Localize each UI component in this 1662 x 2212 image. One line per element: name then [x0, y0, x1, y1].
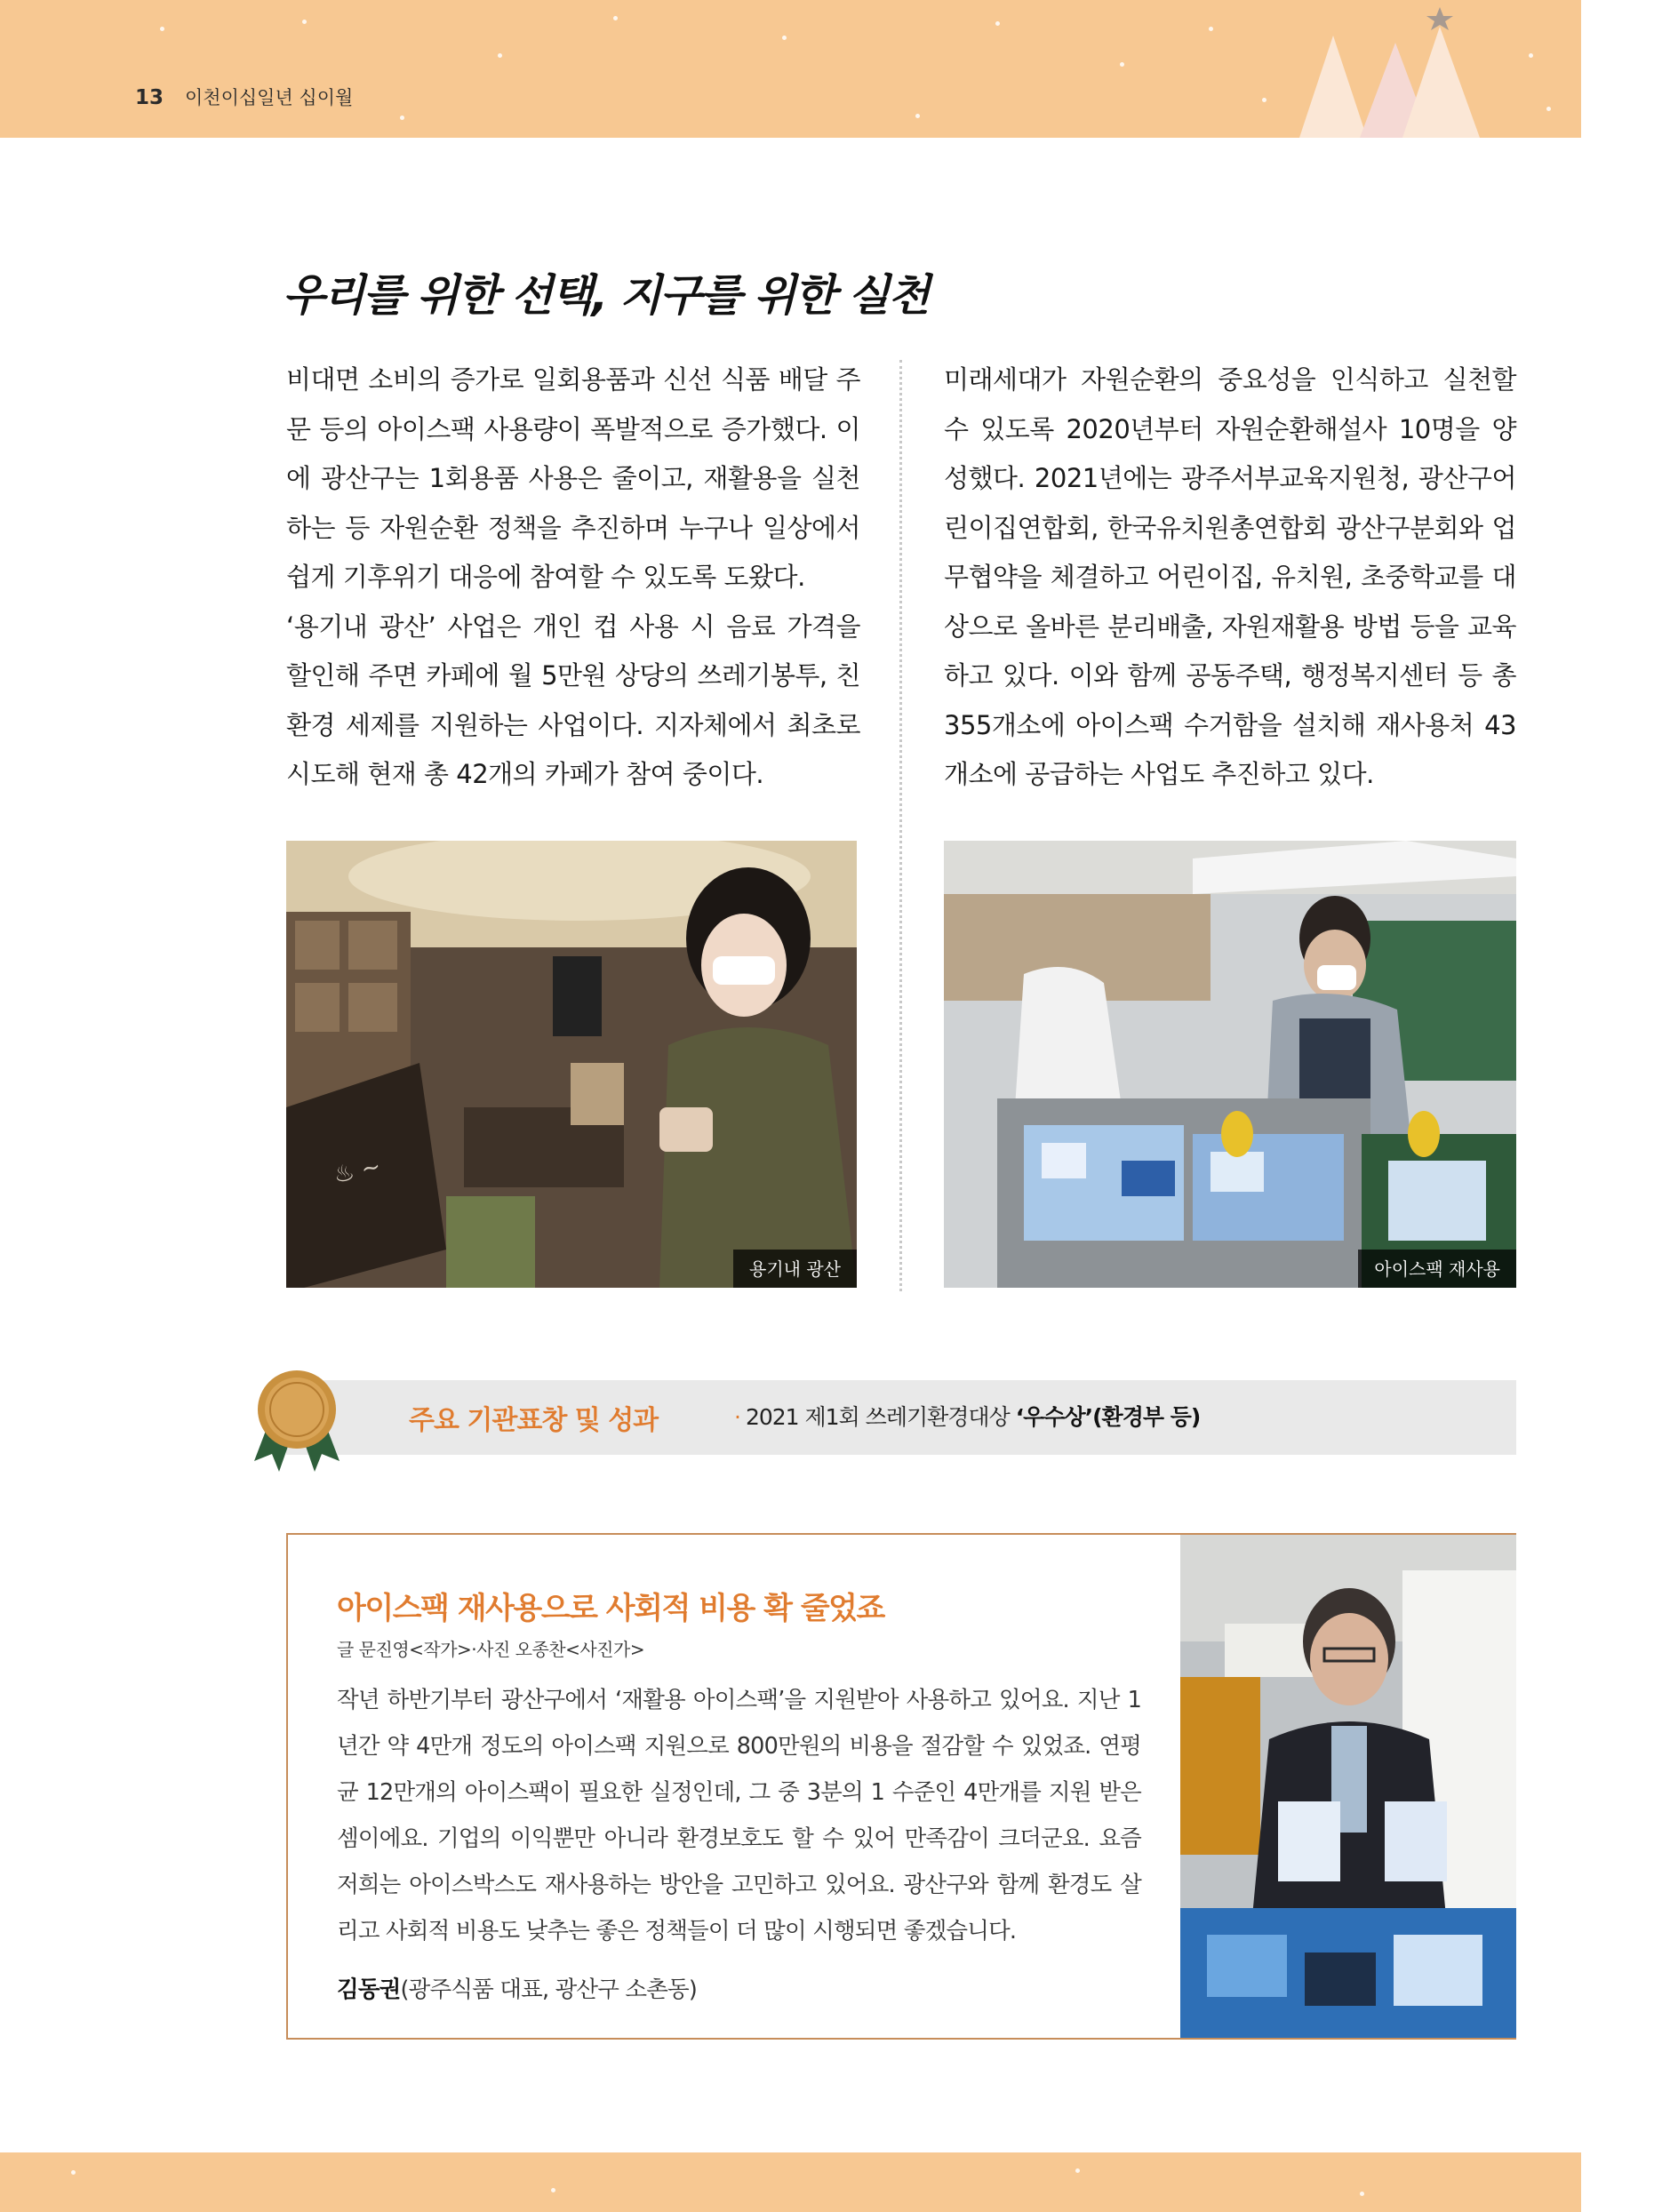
christmas-tree-icon	[1298, 0, 1511, 138]
interviewee-image	[1180, 1535, 1516, 2038]
interview-body: 작년 하반기부터 광산구에서 ‘재활용 아이스팩’을 지원받아 사용하고 있어요. 지난 1년간 약 4만개 정도의 아이스팩 지원으로 800만원의 비용을 절감할 수 있었죠. 연평균 12만개의 아이스팩이 필요한 실정인데, 그 중 3분의 1 수준인 4만개를 지원 받은 셈이에요. 기업의 이익뿐만 아니라 환경보호도 할 수 있어 만족감이 크더군요. 요즘 저희는 아이스박스도 재사용하는 방안을 고민하고 있어요. 광산구와 함께 환경도 살리고 사회적 비용도 낮추는 좋은 정책들이 더 많이 시행되면 좋겠습니다.	[337, 1687, 1141, 1944]
issue-label: 이천이십일년 십이월	[185, 87, 354, 108]
award-highlight: ‘우수상’(환경부 등)	[1015, 1404, 1201, 1430]
snow-dot	[1262, 98, 1266, 102]
article-paragraph: 비대면 소비의 증가로 일회용품과 신선 식품 배달 주문 등의 아이스팩 사용량이 폭발적으로 증가했다. 이에 광산구는 1회용품 사용은 줄이고, 재활용을 실천하는 등 자원순환 정책을 추진하며 누구나 일상에서 쉽게 기후위기 대응에 참여할 수 있도록 도왔다.	[286, 364, 860, 592]
snow-dot	[1360, 2192, 1364, 2196]
svg-text:♨ ~: ♨ ~	[331, 1153, 384, 1190]
snow-dot	[1075, 2168, 1080, 2173]
top-header-band	[0, 0, 1581, 138]
author-detail: (광주식품 대표, 광산구 소촌동)	[400, 1976, 698, 2003]
snow-dot	[498, 53, 502, 58]
snow-dot	[551, 2188, 555, 2192]
photo-caption: 아이스팩 재사용	[1358, 1250, 1516, 1288]
icepack-scene-image	[944, 841, 1516, 1288]
section-title: 우리를 위한 선택, 지구를 위한 실천	[283, 270, 929, 321]
cafe-photo	[286, 841, 857, 1288]
snow-dot	[1546, 107, 1551, 111]
awards-title: 주요 기관표창 및 성과	[409, 1405, 659, 1436]
page-margin	[1581, 0, 1662, 2212]
interview-box	[286, 1533, 1516, 2040]
snow-dot	[71, 2170, 76, 2175]
interview-byline: 글 문진영<작가>·사진 오종찬<사진가>	[337, 1639, 645, 1660]
cafe-scene-image	[286, 841, 857, 1288]
snow-dot	[915, 114, 920, 118]
snow-dot	[613, 16, 618, 20]
article-right-column	[944, 355, 1516, 800]
page-header	[135, 84, 353, 110]
interview-title: 아이스팩 재사용으로 사회적 비용 확 줄었죠	[337, 1591, 884, 1626]
author-name: 김동권	[337, 1976, 401, 2003]
snow-dot	[400, 116, 404, 120]
interview-author	[337, 1972, 697, 2004]
article-left-column	[286, 355, 860, 800]
snow-dot	[302, 20, 307, 24]
column-divider	[899, 360, 902, 1291]
snow-dot	[995, 21, 1000, 26]
article-paragraph: ‘용기내 광산’ 사업은 개인 컵 사용 시 음료 가격을 할인해 주면 카페에 월 5만원 상당의 쓰레기봉투, 친환경 세제를 지원하는 사업이다. 지자체에서 최초로 시도해 현재 총 42개의 카페가 참여 중이다.	[286, 611, 860, 789]
article-paragraph: 미래세대가 자원순환의 중요성을 인식하고 실천할 수 있도록 2020년부터 자원순환해설사 10명을 양성했다. 2021년에는 광주서부교육지원청, 광산구어린이집연합회, 한국유치원총연합회 광산구분회와 업무협약을 체결하고 어린이집, 유치원, 초중학교를 대상으로 올바른 분리배출, 자원재활용 방법 등을 교육하고 있다. 이와 함께 공동주택, 행정복지센터 등 총355개소에 아이스팩 수거함을 설치해 재사용처 43개소에 공급하는 사업도 추진하고 있다.	[944, 364, 1516, 789]
bullet-mark: ·	[734, 1404, 740, 1430]
snow-dot	[160, 27, 164, 31]
snow-dot	[1120, 62, 1124, 67]
photo-caption: 용기내 광산	[733, 1250, 857, 1288]
award-item-text: 2021 제1회 쓰레기환경대상	[745, 1404, 1016, 1430]
snow-dot	[1529, 53, 1533, 58]
icepack-photo	[944, 841, 1516, 1288]
award-item	[734, 1400, 1200, 1432]
snow-dot	[782, 36, 787, 40]
snow-dot	[1209, 27, 1213, 31]
bottom-footer-band	[0, 2152, 1581, 2212]
medal-icon	[249, 1369, 345, 1473]
interviewee-photo	[1180, 1535, 1516, 2038]
page-number: 13	[135, 86, 164, 109]
